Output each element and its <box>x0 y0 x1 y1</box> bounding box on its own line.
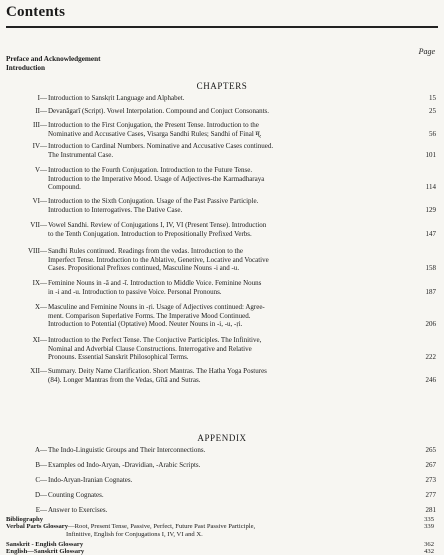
chapter-entry <box>0 279 444 296</box>
chapter-page-number: 129 <box>425 205 436 214</box>
back-matter-label: English—Sanskrit Glossary <box>6 547 85 555</box>
appendix-page-number: 273 <box>425 476 436 484</box>
chapter-number: IV— <box>32 142 47 150</box>
appendix-entry <box>0 491 444 500</box>
chapter-description-line: to the Tenth Conjugation. Introduction to Prepositionally Prefixed Verbs. <box>48 229 252 238</box>
back-matter-description-continued: Infinitive, English for Conjugations I, IV, VI and X. <box>66 530 203 538</box>
chapter-entry <box>0 303 444 329</box>
chapter-description-line: Cases. Propositional Prefixes continued, Masculine Nouns -i and -u. <box>48 264 240 273</box>
appendix-page-number: 267 <box>425 461 436 469</box>
chapter-number: X— <box>34 303 47 311</box>
appendix-description <box>48 491 396 500</box>
appendix-entry <box>0 461 444 470</box>
appendix-description-line: Indo-Aryan-Iranian Cognates. <box>48 476 133 484</box>
chapter-description-line: Introduction to Potential (Optative) Mood. Neuter Nouns in -i, -u, -ṛi. <box>48 320 243 329</box>
chapter-description-line: Introduction to Sanskṛit Language and Alphabet. <box>48 94 185 102</box>
chapter-description-line: Introduction to Cardinal Numbers. Nominative and Accusative Cases continued. <box>48 142 274 150</box>
chapter-number: XI— <box>32 336 47 344</box>
chapter-entry <box>0 336 444 362</box>
chapter-entry <box>0 221 444 238</box>
chapter-description-line: Nominal and Adverbial Clause Constructions. Interrogative and Relative <box>48 344 252 353</box>
back-matter-label: Verbal Parts Glossary <box>6 523 69 531</box>
front-matter-introduction: Introduction <box>6 64 46 72</box>
back-matter-label: Bibliography <box>6 516 44 523</box>
chapter-page-number: 246 <box>425 375 436 384</box>
chapter-description <box>48 166 396 192</box>
chapter-entry <box>0 367 444 384</box>
chapter-entry <box>0 121 444 138</box>
chapter-number: III— <box>33 121 47 129</box>
chapter-description-line: Introduction to the Fourth Conjugation. Introduction to the Future Tense. <box>48 166 253 174</box>
back-matter-page-number: 432 <box>424 547 434 555</box>
chapter-description-line: Devanāgarī (Script). Vowel Interpolation. Compound and Conjuct Consonants. <box>48 107 269 115</box>
chapter-number: VII— <box>30 221 47 229</box>
back-matter-page-number: 362 <box>424 540 434 548</box>
chapter-entry <box>0 107 444 116</box>
chapter-number: XII— <box>30 367 47 375</box>
chapter-description-line: Introduction to the Imperative Mood. Usage of Adjectives-the Karmadharaya <box>48 174 265 183</box>
chapter-description-line: Introduction to Interrogatives. The Dative Case. <box>48 205 183 214</box>
chapter-entry <box>0 166 444 192</box>
chapter-description-line: Feminine Nouns in -ā and -ī. Introduction to Middle Voice. Feminine Nouns <box>48 279 262 287</box>
chapter-description-line: Compound. <box>48 183 81 192</box>
chapter-description <box>48 247 396 273</box>
appendix-entry <box>0 506 444 515</box>
chapter-entry <box>0 94 444 103</box>
appendix-description-line: Examples od Indo-Aryan, -Dravidian, -Arabic Scripts. <box>48 461 201 469</box>
chapter-entry <box>0 247 444 273</box>
appendix-description-line: The Indo-Linguistic Groups and Their Interconnections. <box>48 446 206 454</box>
chapter-description <box>48 94 396 103</box>
chapter-number: VI— <box>32 197 47 205</box>
appendix-page-number: 265 <box>425 446 436 454</box>
back-matter-label: Sanskrit - English Glossary <box>6 540 84 548</box>
appendix-page-number: 281 <box>425 506 436 514</box>
chapter-description-line: Nominative and Accusative Cases, Visarga Sandhi Rules; Sandhi of Final म्. <box>48 129 262 138</box>
chapter-entry <box>0 197 444 214</box>
chapter-page-number: 56 <box>429 129 436 138</box>
chapter-description <box>48 142 396 159</box>
chapter-page-number: 187 <box>425 287 436 296</box>
chapter-description <box>48 197 396 214</box>
appendix-description <box>48 461 396 470</box>
appendix-description <box>48 506 396 515</box>
chapter-description <box>48 221 396 238</box>
title-rule <box>6 26 438 28</box>
chapter-description-line: Pronouns. Essential Sanskrit Philosophical Terms. <box>48 353 189 362</box>
chapter-description-line: Vowel Sandhi. Review of Conjugations I, IV, VI (Present Tense). Introduction <box>48 221 267 229</box>
chapter-page-number: 25 <box>429 107 436 115</box>
chapter-description-line: ment. Comparison Superlative Forms. The Imperative Mood Continued. <box>48 311 251 320</box>
chapter-description <box>48 121 396 138</box>
chapter-description-line: The Instrumental Case. <box>48 150 114 159</box>
back-matter-entry <box>6 516 436 523</box>
chapter-entry <box>0 142 444 159</box>
back-matter-page-number: 339 <box>424 523 434 531</box>
chapter-description-line: Summary. Deity Name Clarification. Short Mantras. The Hatha Yoga Postures <box>48 367 267 375</box>
appendix-entry <box>0 446 444 455</box>
page-column-header: Page <box>418 47 435 56</box>
appendix-entry <box>0 476 444 485</box>
chapter-description <box>48 303 396 329</box>
chapter-page-number: 206 <box>425 320 436 329</box>
appendix-number: D— <box>34 491 47 499</box>
chapter-description <box>48 367 396 384</box>
back-matter-entry <box>6 548 436 555</box>
appendix-description <box>48 446 396 455</box>
chapter-number: V— <box>34 166 47 174</box>
appendix-number: A— <box>34 446 47 454</box>
chapter-page-number: 222 <box>425 353 436 362</box>
chapter-number: VIII— <box>27 247 47 255</box>
chapter-description-line: in -i and -u. Introduction to passive Voice. Personal Pronouns. <box>48 287 222 296</box>
appendix-number: C— <box>35 476 47 484</box>
appendix-heading: APPENDIX <box>197 433 247 443</box>
appendix-description-line: Answer to Exercises. <box>48 506 108 514</box>
chapter-page-number: 158 <box>425 264 436 273</box>
chapter-page-number: 147 <box>425 229 436 238</box>
chapter-description-line: Sandhi Rules continued. Readings from the vedas. Introduction to the <box>48 247 243 255</box>
appendix-number: E— <box>35 506 47 514</box>
chapter-page-number: 101 <box>425 150 436 159</box>
chapter-number: II— <box>35 107 47 115</box>
back-matter-description: —Root, Present Tense, Passive, Perfect, Future Past Passive Participle, <box>68 523 256 531</box>
back-matter-page-number: 335 <box>424 516 434 523</box>
appendix-description-line: Counting Cognates. <box>48 491 104 499</box>
page-title: Contents <box>6 4 66 20</box>
appendix-number: B— <box>35 461 47 469</box>
appendix-page-number: 277 <box>425 491 436 499</box>
chapter-description-line: Introduction to the Sixth Conjugation. Usage of the Past Passive Participle. <box>48 197 259 205</box>
chapters-heading: CHAPTERS <box>196 81 248 91</box>
chapter-description-line: Introduction to the Perfect Tense. The Conjuctive Participles. The Infinitive, <box>48 336 262 344</box>
chapter-description <box>48 336 396 362</box>
chapter-page-number: 15 <box>429 94 436 102</box>
chapter-description-line: (84). Longer Mantras from the Vedas, Gītā and Sutras. <box>48 375 201 384</box>
front-matter-preface: Preface and Acknowledgement <box>6 55 101 63</box>
chapter-description-line: Masculine and Feminine Nouns in -ṛi. Usage of Adjectives continued: Agree- <box>48 303 265 311</box>
appendix-description <box>48 476 396 485</box>
chapter-page-number: 114 <box>425 183 436 192</box>
chapter-description <box>48 279 396 296</box>
chapter-description-line: Introduction to the First Conjugation, the Present Tense. Introduction to the <box>48 121 259 129</box>
chapter-description <box>48 107 396 116</box>
chapter-number: I— <box>37 94 47 102</box>
back-matter-entry <box>6 541 436 548</box>
chapter-description-line: Imperfect Tense. Introduction to the Ablative, Genetive, Locative and Vocative <box>48 255 269 264</box>
chapter-number: IX— <box>32 279 47 287</box>
